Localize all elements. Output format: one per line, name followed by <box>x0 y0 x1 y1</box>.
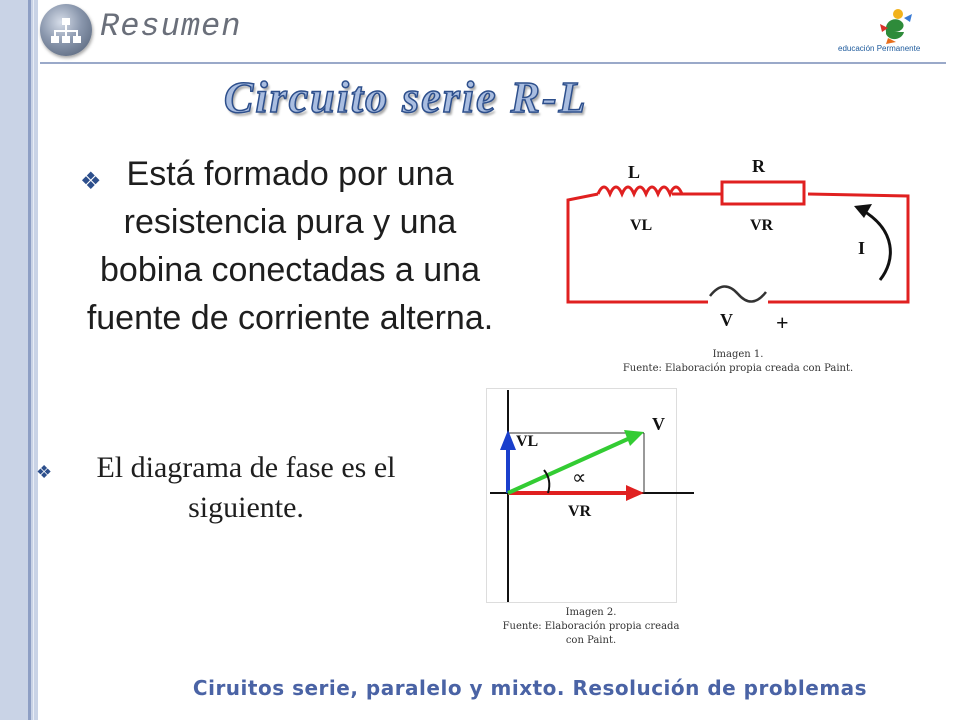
phasor-caption-line: Fuente: Elaboración propia creada <box>502 621 680 632</box>
logo-wordmark: educación Permanente <box>838 44 921 53</box>
bullet-phase-diagram-text: El diagrama de fase es el siguiente. <box>96 451 396 524</box>
phasor-caption-line: con Paint. <box>565 635 617 646</box>
border-line <box>28 0 31 720</box>
circuit-caption-line: Imagen 1. <box>712 349 764 360</box>
footer-course-title: Ciruitos serie, paralelo y mixto. Resolución de problemas <box>192 676 868 700</box>
bullet-definition-text: Está formado por una resistencia pura y una bobina conectadas a una fuente de corriente alterna. <box>86 155 494 337</box>
vr-label: VR <box>750 217 774 234</box>
phasor-diagram <box>486 388 698 604</box>
circuit-caption-line: Fuente: Elaboración propia creada con Paint. <box>622 363 854 374</box>
current-label: I <box>858 238 866 258</box>
v-phasor-label: V <box>652 414 665 434</box>
vr-arrowhead <box>626 485 644 501</box>
angle-label: ∝ <box>572 467 587 489</box>
section-title: Resumen <box>100 8 242 45</box>
phasor-caption <box>486 606 696 648</box>
vl-phasor-label: VL <box>516 433 539 450</box>
current-arrow <box>862 210 890 280</box>
ac-source-symbol <box>710 286 766 301</box>
header-divider <box>40 62 946 64</box>
vl-label: VL <box>630 217 653 234</box>
educacion-permanente-logo <box>836 4 948 62</box>
inductor-coil <box>598 187 682 194</box>
rl-circuit-diagram <box>560 150 920 340</box>
phasor-frame <box>487 389 677 603</box>
phasor-caption-line: Imagen 2. <box>565 607 617 618</box>
inductor-label: L <box>628 162 641 182</box>
resistor-label: R <box>752 156 765 176</box>
border-line-highlight <box>33 0 34 720</box>
circuit-wire <box>768 194 908 302</box>
sitemap-home-icon[interactable] <box>40 4 92 56</box>
plus-label: + <box>776 310 789 335</box>
left-decorative-border <box>0 0 38 720</box>
diamond-bullet-icon: ❖ <box>36 462 53 482</box>
resistor <box>722 182 804 204</box>
bullet-phase-diagram <box>36 448 456 528</box>
slide-title: Circuito serie R-L <box>224 73 588 122</box>
vr-phasor-label: VR <box>568 503 592 520</box>
v-arrowhead <box>624 430 644 446</box>
bullet-definition <box>72 150 508 342</box>
circuit-wire <box>568 194 708 302</box>
circuit-caption <box>600 348 876 376</box>
diamond-bullet-icon: ❖ <box>80 168 102 195</box>
source-label: V <box>720 310 733 330</box>
